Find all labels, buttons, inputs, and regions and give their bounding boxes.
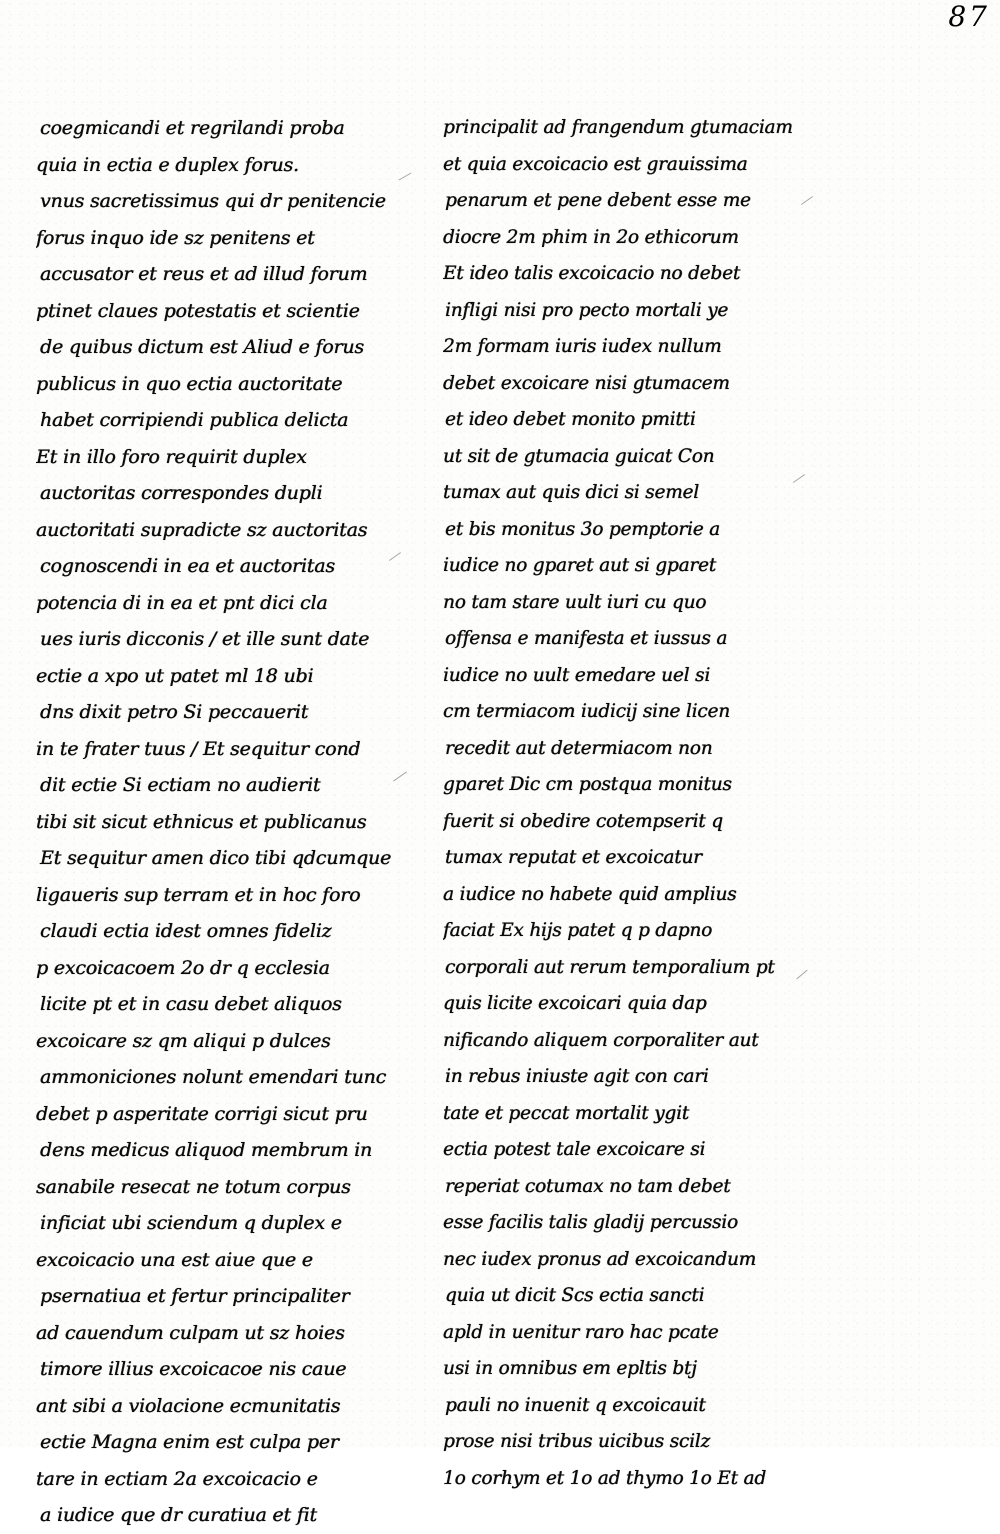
- text-line: gparet Dic cm postqua monitus: [443, 774, 732, 795]
- text-line: corporali aut rerum temporalium pt: [445, 956, 775, 978]
- text-line: a iudice que dr curatiua et fit: [40, 1504, 317, 1526]
- text-line: et bis monitus 3o pemptorie a: [445, 518, 720, 540]
- text-line: Et in illo foro requirit duplex: [36, 445, 307, 468]
- text-line: tumax reputat et excoicatur: [445, 847, 702, 868]
- text-line: reperiat cotumax no tam debet: [445, 1175, 731, 1197]
- text-line: Et sequitur amen dico tibi qdcumque: [40, 847, 392, 869]
- text-line: quis licite excoicari quia dap: [443, 993, 707, 1014]
- text-line: psernatiua et fertur principaliter: [40, 1285, 350, 1307]
- text-line: tate et peccat mortalit ygit: [443, 1102, 690, 1124]
- folio-number: 87: [948, 0, 990, 33]
- text-line: coegmicandi et regrilandi proba: [40, 117, 345, 139]
- text-line: auctoritas correspondes dupli: [40, 482, 323, 504]
- text-line: et quia excoicacio est grauissima: [443, 153, 748, 175]
- margin-mark: [801, 196, 813, 205]
- text-line: prose nisi tribus uicibus scilz: [443, 1431, 711, 1452]
- text-line: in te frater tuus / Et sequitur cond: [36, 737, 361, 760]
- text-line: claudi ectia idest omnes fideliz: [40, 920, 332, 942]
- text-line: publicus in quo ectia auctoritate: [36, 372, 343, 395]
- text-line: ligaueris sup terram et in hoc foro: [36, 883, 361, 906]
- text-line: et ideo debet monito pmitti: [445, 409, 696, 430]
- text-line: habet corripiendi publica delicta: [40, 409, 349, 431]
- text-line: usi in omnibus em epltis btj: [443, 1358, 697, 1379]
- text-line: p excoicacoem 2o dr q ecclesia: [36, 956, 330, 979]
- margin-mark: [796, 970, 807, 980]
- text-line: dns dixit petro Si peccauerit: [40, 701, 309, 723]
- margin-mark: [793, 474, 805, 483]
- text-line: nificando aliquem corporaliter aut: [443, 1029, 759, 1051]
- text-line: ad cauendum culpam ut sz hoies: [36, 1321, 345, 1344]
- text-line: de quibus dictum est Aliud e forus: [40, 336, 364, 358]
- text-line: tare in ectiam 2a excoicacio e: [36, 1467, 318, 1490]
- text-line: dit ectie Si ectiam no audierit: [40, 774, 321, 796]
- text-line: ut sit de gtumacia guicat Con: [443, 445, 715, 467]
- text-line: licite pt et in casu debet aliquos: [40, 993, 342, 1015]
- text-line: excoicacio una est aiue que e: [36, 1248, 313, 1271]
- text-line: potencia di in ea et pnt dici cla: [36, 591, 328, 614]
- text-line: pauli no inuenit q excoicauit: [445, 1394, 706, 1416]
- text-line: faciat Ex hijs patet q p dapno: [443, 920, 713, 941]
- text-line: tibi sit sicut ethnicus et publicanus: [36, 810, 367, 833]
- text-line: vnus sacretissimus qui dr penitencie: [40, 190, 386, 212]
- text-line: sanabile resecat ne totum corpus: [36, 1175, 351, 1198]
- left-text-column: [36, 110, 411, 1534]
- text-line: esse facilis talis gladij percussio: [443, 1212, 738, 1233]
- text-line: 1o corhym et 1o ad thymo 1o Et ad: [443, 1467, 766, 1489]
- text-line: accusator et reus et ad illud forum: [40, 263, 368, 285]
- text-line: excoicare sz qm aliqui p dulces: [36, 1029, 331, 1052]
- text-line: principalit ad frangendum gtumaciam: [443, 117, 793, 138]
- text-line: penarum et pene debent esse me: [445, 190, 751, 211]
- text-line: auctoritati supradicte sz auctoritas: [36, 518, 368, 541]
- right-text-column: [443, 110, 793, 1497]
- text-line: diocre 2m phim in 2o ethicorum: [443, 226, 739, 248]
- text-line: ant sibi a violacione ecmunitatis: [36, 1394, 341, 1417]
- text-line: ectie a xpo ut patet ml 18 ubi: [36, 664, 314, 687]
- text-line: recedit aut determiacom non: [445, 737, 713, 759]
- text-line: ptinet claues potestatis et scientie: [36, 299, 360, 322]
- text-line: inficiat ubi sciendum q duplex e: [40, 1212, 342, 1234]
- text-line: a iudice no habete quid amplius: [443, 883, 737, 905]
- text-line: debet excoicare nisi gtumacem: [443, 372, 730, 394]
- text-line: timore illius excoicacoe nis caue: [40, 1358, 347, 1380]
- text-line: ectia potest tale excoicare si: [443, 1139, 706, 1160]
- text-line: debet p asperitate corrigi sicut pru: [36, 1102, 368, 1125]
- text-line: fuerit si obedire cotempserit q: [443, 810, 723, 832]
- text-line: ectie Magna enim est culpa per: [40, 1431, 339, 1453]
- text-line: cognoscendi in ea et auctoritas: [40, 555, 335, 577]
- text-line: in rebus iniuste agit con cari: [445, 1066, 709, 1087]
- text-line: 2m formam iuris iudex nullum: [443, 336, 722, 357]
- text-line: Et ideo talis excoicacio no debet: [443, 263, 741, 284]
- text-line: no tam stare uult iuri cu quo: [443, 591, 707, 613]
- text-line: forus inquo ide sz penitens et: [36, 226, 315, 249]
- text-line: cm termiacom iudicij sine licen: [443, 701, 730, 722]
- text-line: iudice no uult emedare uel si: [443, 664, 711, 686]
- text-line: ammoniciones nolunt emendari tunc: [40, 1066, 387, 1088]
- text-line: ues iuris dicconis / et ille sunt date: [40, 628, 370, 650]
- text-line: infligi nisi pro pecto mortali ye: [445, 299, 729, 321]
- text-line: nec iudex pronus ad excoicandum: [443, 1248, 757, 1270]
- text-line: tumax aut quis dici si semel: [443, 482, 700, 503]
- text-line: iudice no gparet aut si gparet: [443, 555, 717, 576]
- text-line: apld in uenitur raro hac pcate: [443, 1321, 719, 1343]
- text-line: quia in ectia e duplex forus.: [36, 153, 299, 176]
- text-line: quia ut dicit Scs ectia sancti: [445, 1285, 705, 1306]
- text-line: offensa e manifesta et iussus a: [445, 628, 728, 649]
- text-line: dens medicus aliquod membrum in: [40, 1139, 373, 1161]
